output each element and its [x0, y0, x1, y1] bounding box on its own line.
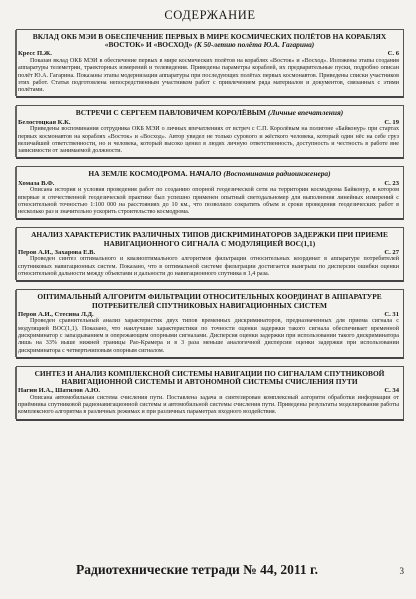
article-title-text: СИНТЕЗ И АНАЛИЗ КОМПЛЕКСНОЙ СИСТЕМЫ НАВИГАЦИИ ПО СИГНАЛАМ СПУТНИКОВОЙ НАВИГАЦИОННОЙ СИСТЕМЫ И АВТОНОМНОЙ СИСТЕМЫ СЧИСЛЕНИЯ ПУТИ [34, 368, 385, 387]
article-abstract: Описана история и условия проведения работ по созданию опорной геодезической сети на территории космодрома Байконур, в котором впервые в отечественной геодезической практике был успешно применен опытный светодальномер для выполнения линейных измерений с относительной точностью 1:100 000 на расстояниях до 10 км., что позволило сократить объем и сроки проведения геодезических работ в несколько раз и значительно ускорить строительство космодрома. [18, 187, 399, 216]
article-title [20, 370, 399, 386]
article-title [20, 170, 399, 178]
article-author: Перов А.И., Захарова Е.В. [18, 248, 96, 256]
article-author: Хомаза В.Ф. [18, 179, 55, 187]
article-entry [16, 227, 404, 282]
article-entry [16, 289, 404, 358]
article-author: Белостоцкая К.К. [18, 118, 71, 126]
journal-title: Радиотехнические тетради № 44, 2011 г. [76, 562, 318, 577]
article-page: С. 6 [387, 50, 399, 58]
article-entry [16, 29, 404, 98]
article-entry [16, 166, 404, 220]
article-abstract: Показан вклад ОКБ МЭИ в обеспечение первых в мире космических полётов на кораблях «Восток» и «Восход». Изложены этапы создания аппаратуры телеметрии, траекторных измерений и телевидения. Приведены параметры кораблей, их предварительные пуски, подробно описан полёт Ю.А. Гагарина. Показаны этапы модернизации аппаратуры при последующих полётах первых космонавтов. Приведены списки участников этих работ. Статья подготовлена непосредственным участником работ с привлечением ряда материалов и документов, связанных с этими полётами. [18, 58, 399, 94]
page-number: 3 [399, 566, 404, 576]
article-page: С. 34 [384, 387, 399, 395]
article-author: Кресс П.Ж. [18, 50, 52, 58]
contents-list [16, 29, 404, 421]
article-abstract: Проведен синтез оптимального и квазиоптимального алгоритмов фильтрации относительных координат в аппаратуре потребителей спутниковых навигационных систем. Показано, что в оптимальной системе фильтрации достигается выигрыш по дисперсии ошибки оценки относительной дальности между объектами и дальности до навигационного спутника в 1,4 раза. [18, 256, 399, 278]
page-footer [16, 562, 404, 578]
article-title [20, 109, 399, 117]
page-title: СОДЕРЖАНИЕ [164, 8, 256, 22]
article-title-text: АНАЛИЗ ХАРАКТЕРИСТИК РАЗЛИЧНЫХ ТИПОВ ДИСКРИМИНАТОРОВ ЗАДЕРЖКИ ПРИ ПРИЕМЕ НАВИГАЦИОННОГО СИГНАЛА С МОДУЛЯЦИЕЙ BOC(1,1) [31, 230, 388, 248]
article-abstract: Приведены воспоминания сотрудника ОКБ МЭИ о личных впечатлениях от встреч с С.П. Королёвым на полигоне «Байконур» при стартах первых космонавтов на кораблях «Восток» и «Восход». Автор увидел не только сурового и жёсткого человека, который один нёс на себе груз величайшей ответственности, но и человека, который высоко ценил в людях личную ответственность, доступность и честность в работе вне зависимости от занимаемой должности. [18, 126, 399, 155]
article-title-text: ВСТРЕЧИ С СЕРГЕЕМ ПАВЛОВИЧЕМ КОРОЛЁВЫМ [75, 108, 266, 118]
article-meta [18, 50, 399, 58]
article-meta [18, 387, 399, 395]
article-entry [16, 366, 404, 421]
article-entry [16, 105, 404, 159]
article-page: С. 19 [384, 118, 399, 126]
article-author: Перов А.И., Стесина Л.Д. [18, 310, 94, 318]
article-page: С. 23 [384, 179, 399, 187]
article-page: С. 27 [384, 248, 399, 256]
article-page: С. 31 [384, 310, 399, 318]
article-title [20, 33, 399, 49]
article-subtitle: (Воспоминания радиоинженера) [223, 169, 331, 179]
article-abstract: Описана автомобильная система счисления пути. Поставлена задача и синтезирован комплексный алгоритм обработки информации от приёмника спутниковой радионавигационной системы и автомобильной системы счисления пути. Приведены результаты моделирования работы комплексного алгоритма в различных режимах и при различных параметрах входного воздействия. [18, 394, 399, 416]
article-title-text: ВКЛАД ОКБ МЭИ В ОБЕСПЕЧЕНИЕ ПЕРВЫХ В МИРЕ КОСМИЧЕСКИХ ПОЛЁТОВ НА КОРАБЛЯХ «ВОСТОК» И «ВОСХОД» [32, 32, 387, 50]
article-title [20, 231, 399, 247]
contents-page [16, 8, 404, 428]
article-subtitle: (Личные впечатления) [267, 108, 344, 118]
article-title-text: ОПТИМАЛЬНЫЙ АЛГОРИТМ ФИЛЬТРАЦИИ ОТНОСИТЕЛЬНЫХ КООРДИНАТ В АППАРАТУРЕ ПОТРЕБИТЕЛЕЙ СПУТНИКОВЫХ НАВИГАЦИОННЫХ СИСТЕМ [37, 292, 382, 310]
article-abstract: Проведен сравнительный анализ характеристик двух типов временных дискриминаторов, предназначенных для приема сигнала с модуляцией BOC(1,1). Показано, что наилучшие характеристики по точности оценки задержки такого сигнала обеспечивает временной дискриминатор с запаздыванием и опережающим опорными сигналами. Дисперсия оценки задержки при использовании такого дискриминатора лишь на 33% выше нижней границы Рао-Крамера и в 3 раза меньше аналогичной дисперсии оценки задержки при использовании дискриминатора с четвертьчиповым опорным сигналом. [18, 318, 399, 354]
article-title-text: НА ЗЕМЛЕ КОСМОДРОМА. НАЧАЛО [88, 169, 222, 179]
article-subtitle: (К 50-летию полёта Ю.А. Гагарина) [194, 40, 315, 50]
article-author: Нагин И.А., Шатилов А.Ю. [18, 387, 101, 395]
article-title [20, 293, 399, 309]
